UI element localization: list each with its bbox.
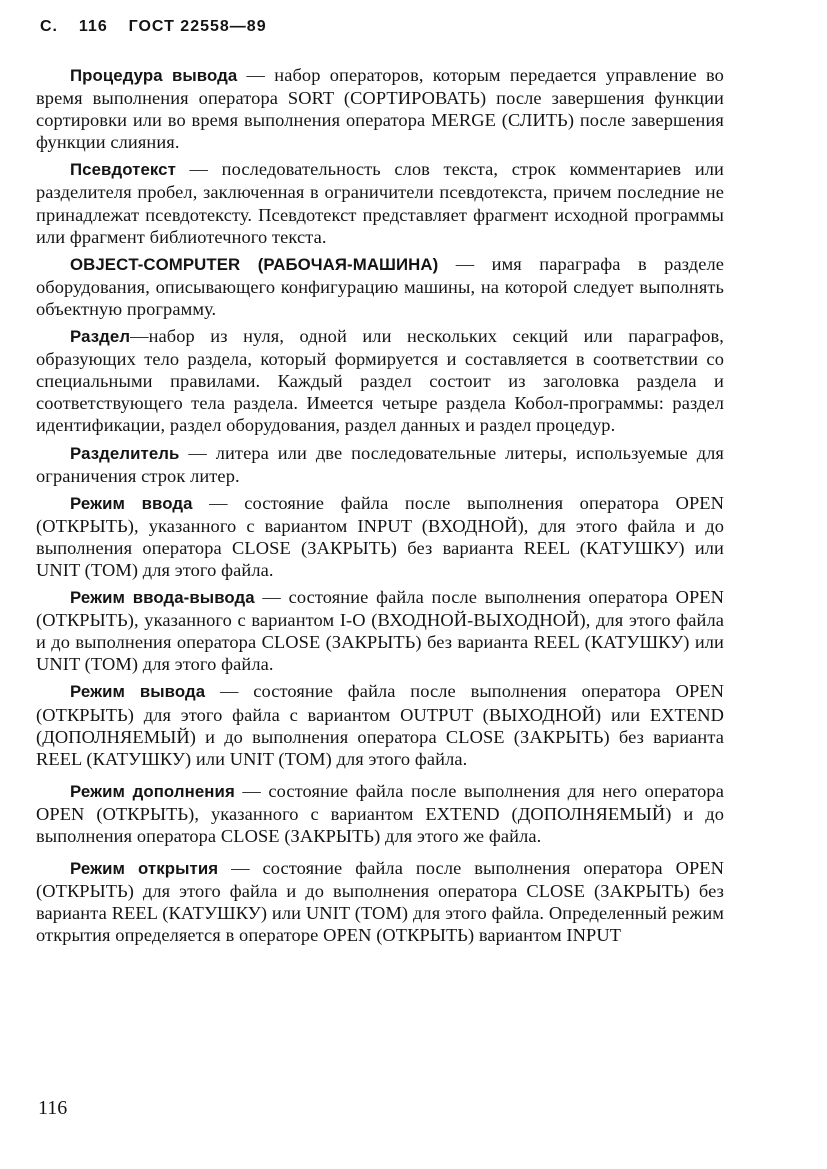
glossary-entry bbox=[36, 442, 724, 487]
entry-term: Псевдотекст bbox=[70, 160, 176, 180]
standard-code: ГОСТ 22558—89 bbox=[128, 18, 267, 35]
glossary-entry bbox=[36, 780, 724, 847]
entry-term: Режим вывода bbox=[70, 682, 206, 702]
page-footer bbox=[38, 1097, 67, 1120]
entry-definition: —набор из нуля, одной или нескольких секций или параграфов, образующих тело раздела, который формируется и составляется в соответствии со специальными правилами. Каждый раздел состоит из заголовка раздела и соответствующего тела раздела. Имеется четыре раздела Кобол-программы: раздел идентификации, раздел оборудования, раздел данных и раздел процедур. bbox=[36, 326, 724, 436]
entry-definition: — состояние файла после выполнения для него оператора OPEN (ОТКРЫТЬ), указанного с вариантом EXTEND (ДОПОЛНЯЕМЫЙ) и до выполнения оператора CLOSE (ЗАКРЫТЬ) для этого же файла. bbox=[36, 780, 724, 846]
glossary-entry bbox=[36, 586, 724, 675]
entry-term: Режим дополнения bbox=[70, 781, 235, 801]
entry-term: Режим ввода-вывода bbox=[70, 588, 255, 608]
glossary-entry bbox=[36, 492, 724, 581]
entry-term: Раздел bbox=[70, 327, 131, 347]
entry-definition: — набор операторов, которым передается управление во время выполнения оператора SORT (СОРТИРОВАТЬ) после завершения функции сортировки или во время выполнения оператора MERGE (СЛИТЬ) после завершения функции слияния. bbox=[36, 65, 724, 153]
glossary-entry bbox=[36, 64, 724, 153]
entry-definition: — последовательность слов текста, строк комментариев или разделителя пробел, заключенная в ограничители псевдотекста, причем последние не принадлежат псевдотексту. Псевдотекст представляет фрагмент исходной программы или фрагмент библиотечного текста. bbox=[36, 159, 724, 247]
glossary-entry bbox=[36, 158, 724, 247]
entry-term: Разделитель bbox=[70, 443, 180, 463]
page-header bbox=[40, 18, 267, 36]
glossary-entry bbox=[36, 680, 724, 769]
glossary-entry bbox=[36, 325, 724, 436]
entry-term: OBJECT-COMPUTER (РАБОЧАЯ-МАШИНА) bbox=[70, 254, 439, 274]
entry-term: Режим открытия bbox=[70, 859, 219, 879]
entry-definition: — имя параграфа в разделе оборудования, описывающего конфигурацию машины, на которой следует выполнять объектную программу. bbox=[36, 253, 724, 319]
entry-term: Режим ввода bbox=[70, 493, 193, 513]
entry-definition: — литера или две последовательные литеры, используемые для ограничения строк литер. bbox=[36, 442, 724, 486]
footer-page-number: 116 bbox=[38, 1097, 68, 1119]
entry-term: Процедура вывода bbox=[70, 66, 238, 85]
glossary-entry bbox=[36, 857, 724, 946]
header-page-number: 116 bbox=[78, 18, 108, 35]
entry-definition: — состояние файла после выполнения оператора OPEN (ОТКРЫТЬ), указанного с вариантом I-O (ВХОДНОЙ-ВЫХОДНОЙ), для этого файла и до выполнения оператора CLOSE (ЗАКРЫТЬ) без варианта REEL (КАТУШКУ) или UNIT (ТОМ) для этого файла. bbox=[36, 587, 724, 675]
entry-definition: — состояние файла после выполнения оператора OPEN (ОТКРЫТЬ), указанного с вариантом INPUT (ВХОДНОЙ), для этого файла и до выполнения оператора CLOSE (ЗАКРЫТЬ) без варианта REEL (КАТУШКУ) или UNIT (ТОМ) для этого файла. bbox=[36, 492, 725, 580]
entry-definition: — состояние файла после выполнения оператора OPEN (ОТКРЫТЬ) для этого файла с вариантом OUTPUT (ВЫХОДНОЙ) или EXTEND (ДОПОЛНЯЕМЫЙ) и до выполнения оператора CLOSE (ЗАКРЫТЬ) без варианта REEL (КАТУШКУ) или UNIT (ТОМ) для этого файла. bbox=[36, 681, 724, 769]
glossary-entry bbox=[36, 253, 724, 320]
glossary-body bbox=[36, 64, 724, 951]
entry-definition: — состояние файла после выполнения оператора OPEN (ОТКРЫТЬ) для этого файла и до выполнения оператора CLOSE (ЗАКРЫТЬ) без варианта REEL (КАТУШКУ) или UNIT (ТОМ) для этого файла. Определенный режим открытия определяется в операторе OPEN (ОТКРЫТЬ) вариантом INPUT bbox=[36, 858, 725, 946]
page-prefix: С. bbox=[40, 18, 58, 35]
